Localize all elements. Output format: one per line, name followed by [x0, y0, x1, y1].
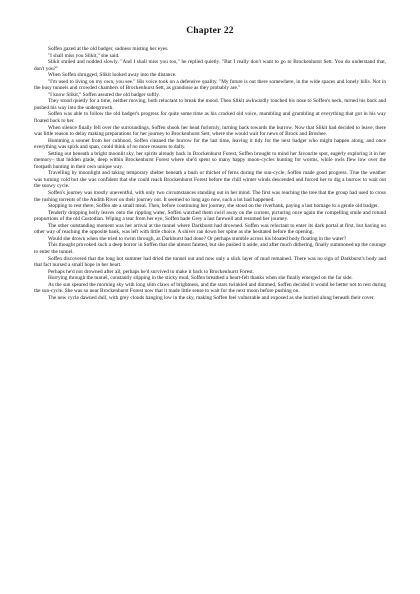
paragraph: Setting out beneath a bright moonlit sky, her spirits already back in Brockenhurst Forest, Soffen brought to mind her favourite spot, eagerly exploring it in her memory– that hidden glade, deep within Brockenhurst Forest where she'd spent so many happy moon-cycles hunting for worms, while owls flew low over the footpath hunting in their own unique way. — [34, 150, 386, 170]
paragraph: Soffen discovered that the long hot summer had dried the tunnel out and now only a slick layer of mud remained. There was no sign of Darkburst's body and that fact nursed a small hope in her heart. — [34, 255, 386, 269]
paragraph: As the sun speared the morning sky with long slim claws of brightness, and the stars twinkled and dimmed, Soffen decided it would be better not to rest during the sun-cycle. She was so near Brockenhurst Forest now that it made little sense to wait for the next moon before pushing on. — [34, 281, 386, 295]
paragraph: Travelling by moonlight and taking temporary shelter beneath a bush or thicket of ferns during the sun-cycle, Soffen made good progress. True the weather was turning cold but she was confident that she could reach Brockenhurst Forest before the chill winter winds descended and forced her to dig a burrow to wait out the snowy cycle. — [34, 170, 386, 190]
paragraph: "I'm used to living on my own, you see." His voice took on a defensive quality. "My future is out there somewhere, in the wide spaces and lonely hills. Not in the busy tunnels and crowded chambers of Brockenhurst Sett, as grandiose as they probably are." — [34, 78, 386, 92]
paragraph: Would she drown when she tried to swim through, as Darkburst had done? Or perhaps stumble across his bloated body floating in the water? — [48, 235, 347, 242]
paragraph: Soffen's journey was mostly uneventful, with only two circumstances standing out in her mind. The first was reaching the tree that the group had used to cross the rushing torrents of the Andith River on their journey out. It seemed so long ago now, such a lot had happened. — [34, 190, 386, 203]
paragraph: This thought provoked such a deep horror in Soffen that she almost fainted, but she pushed it aside, and after much dithering, finally summoned up the courage to enter the tunnel. — [34, 242, 386, 255]
paragraph: The new cycle dawned dull, with grey clouds hanging low in the sky, making Soffen feel vulnerable and exposed as she hurried along beneath their cover. — [48, 294, 375, 301]
paragraph: Slikit smiled and nodded slowly. "And I shall miss you too," he replied quietly. "But I really don't want to go to Brockenhurst Sett. You do understand that, don't you?" — [34, 59, 386, 72]
paragraph: "I know Slikit," Soffen assured the old badger softly. — [48, 91, 160, 98]
paragraph: When Soffen shrugged, Slikit looked away into the distance. — [48, 72, 177, 79]
paragraph: Soffen was able to follow the old badger's progress for quite some time as his cracked old voice, mumbling and grumbling at everything that got in his way floated back to her. — [34, 111, 386, 125]
chapter-body — [34, 46, 386, 301]
paragraph: Tenderly dropping holly leaves onto the rippling water, Soffen watched them swirl away on the current, picturing once again the compelling smile and rotund proportions of the old Custodian. Wiping a tear from her eye, Soffen bade Grey a last farewell and resumed her journey. — [34, 209, 386, 223]
paragraph: Perhaps he'd not drowned after all, perhaps he'd survived to make it back to Brockenhurst Forest. — [48, 268, 254, 275]
paragraph: Humming a sonnet from her cubhood, Soffen cleaned the burrow for the last time, leaving it tidy for the next badger who might happen along, and once everything was spick and span, could think of no more reasons to dally. — [34, 137, 386, 151]
paragraph: "I shall miss you Slikit," she said. — [48, 52, 120, 59]
paragraph: They stood quietly for a time, neither moving, both reluctant to break the mood. Then Slikit awkwardly touched his nose to Soffen's neck, turned his back and pushed his way into the undergrowth. — [34, 98, 386, 111]
paragraph: Hurrying through the tunnel, constantly slipping in the sticky mud, Soffen breathed a heart-felt thanks when she finally emerged on the far side. — [48, 275, 353, 282]
paragraph: The other outstanding moment was her arrival at the tunnel where Darkburst had drowned. Soffen was reluctant to enter its dark portal at first, but having no other way of reaching the opposite bank, was left with little choice. A shiver ran down her spine as she hesitated before the opening. — [34, 222, 386, 236]
paragraph: When silence finally fell over the surroundings, Soffen shook her head forlornly, turning back towards the burrow. Now that Slikit had decided to leave, there was little reason to delay making preparations for her journey to Brockenhurst Sett, where she would wait for news of Brock and Broshee. — [34, 124, 386, 138]
chapter-title: Chapter 22 — [186, 26, 234, 36]
paragraph: Stopping to rest there, Soffen ate a small meal. Then, before continuing her journey, she stood on the riverbank, paying a last homage to a gentle old badger. — [48, 203, 379, 210]
paragraph: Soffen gazed at the old badger, sadness misting her eyes. — [48, 46, 169, 52]
